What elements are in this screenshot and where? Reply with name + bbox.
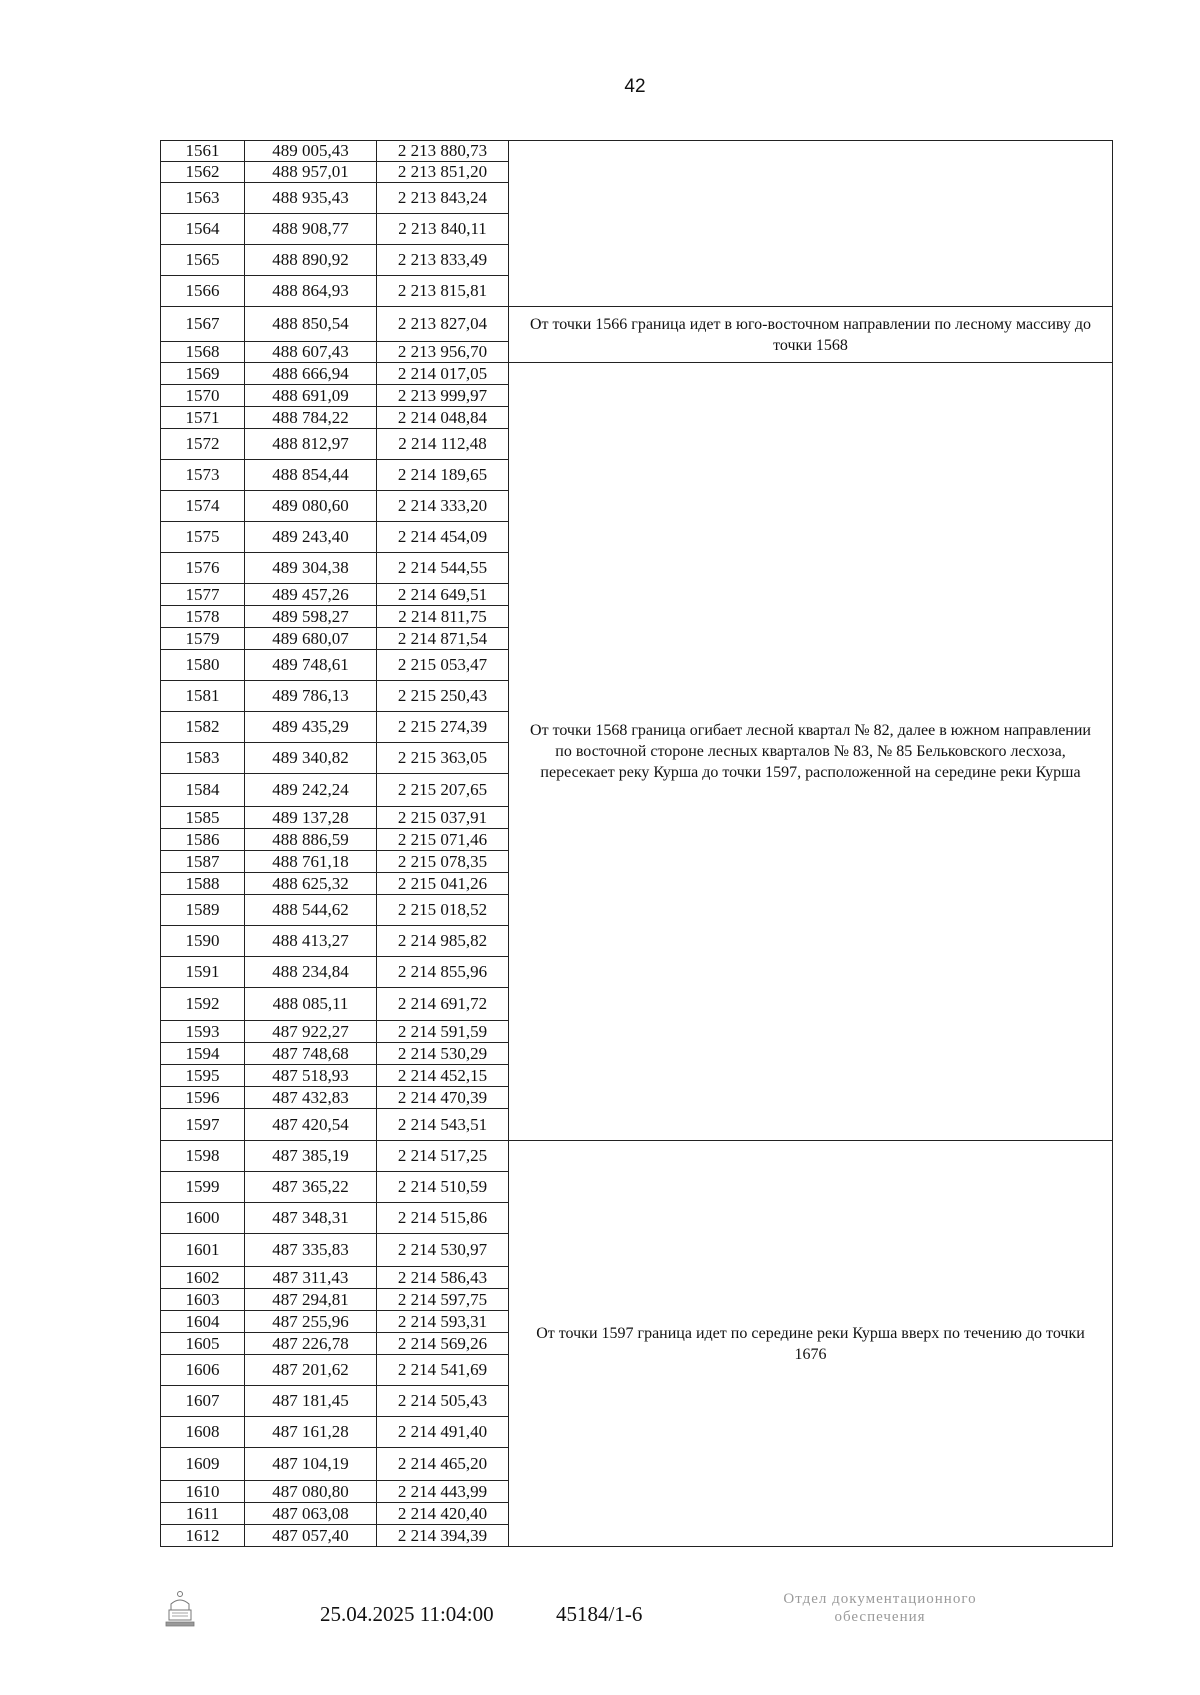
x-coordinate-cell: 488 935,43	[245, 183, 377, 214]
boundary-description-cell: От точки 1568 граница огибает лесной квартал № 82, далее в южном направлении по восточной стороне лесных кварталов № 83, № 85 Бельковского лесхоза, пересекает реку Курша до точки 1597, расположенной на середине реки Курша	[509, 363, 1113, 1141]
y-coordinate-cell: 2 214 543,51	[377, 1109, 509, 1141]
point-number-cell: 1611	[161, 1503, 245, 1525]
point-number-cell: 1590	[161, 926, 245, 957]
y-coordinate-cell: 2 215 363,05	[377, 743, 509, 774]
y-coordinate-cell: 2 215 207,65	[377, 774, 509, 807]
y-coordinate-cell: 2 214 691,72	[377, 988, 509, 1021]
y-coordinate-cell: 2 214 855,96	[377, 957, 509, 988]
x-coordinate-cell: 487 385,19	[245, 1141, 377, 1172]
point-number-cell: 1605	[161, 1333, 245, 1355]
coordinates-table-body	[161, 141, 1113, 1547]
y-coordinate-cell: 2 214 591,59	[377, 1021, 509, 1043]
x-coordinate-cell: 487 518,93	[245, 1065, 377, 1087]
x-coordinate-cell: 489 304,38	[245, 553, 377, 584]
coordinates-table	[160, 140, 1113, 1547]
point-number-cell: 1563	[161, 183, 245, 214]
y-coordinate-cell: 2 214 048,84	[377, 407, 509, 429]
point-number-cell: 1575	[161, 522, 245, 553]
point-number-cell: 1576	[161, 553, 245, 584]
point-number-cell: 1583	[161, 743, 245, 774]
point-number-cell: 1574	[161, 491, 245, 522]
x-coordinate-cell: 487 057,40	[245, 1525, 377, 1547]
point-number-cell: 1588	[161, 873, 245, 895]
page-number: 42	[624, 76, 646, 97]
y-coordinate-cell: 2 215 037,91	[377, 807, 509, 829]
boundary-description-cell: От точки 1566 граница идет в юго-восточном направлении по лесному массиву до точки 1568	[509, 307, 1113, 363]
y-coordinate-cell: 2 213 851,20	[377, 162, 509, 183]
point-number-cell: 1587	[161, 851, 245, 873]
x-coordinate-cell: 488 957,01	[245, 162, 377, 183]
y-coordinate-cell: 2 214 530,29	[377, 1043, 509, 1065]
x-coordinate-cell: 488 691,09	[245, 385, 377, 407]
x-coordinate-cell: 489 242,24	[245, 774, 377, 807]
point-number-cell: 1596	[161, 1087, 245, 1109]
y-coordinate-cell: 2 215 250,43	[377, 681, 509, 712]
table-row	[161, 307, 1113, 342]
x-coordinate-cell: 489 243,40	[245, 522, 377, 553]
y-coordinate-cell: 2 213 815,81	[377, 276, 509, 307]
x-coordinate-cell: 487 161,28	[245, 1417, 377, 1448]
y-coordinate-cell: 2 214 394,39	[377, 1525, 509, 1547]
stamp-line-1: Отдел документационного	[783, 1591, 977, 1607]
point-number-cell: 1609	[161, 1448, 245, 1481]
x-coordinate-cell: 487 201,62	[245, 1355, 377, 1386]
y-coordinate-cell: 2 214 510,59	[377, 1172, 509, 1203]
x-coordinate-cell: 487 226,78	[245, 1333, 377, 1355]
y-coordinate-cell: 2 214 465,20	[377, 1448, 509, 1481]
x-coordinate-cell: 488 085,11	[245, 988, 377, 1021]
point-number-cell: 1601	[161, 1234, 245, 1267]
point-number-cell: 1592	[161, 988, 245, 1021]
x-coordinate-cell: 487 294,81	[245, 1289, 377, 1311]
y-coordinate-cell: 2 215 078,35	[377, 851, 509, 873]
x-coordinate-cell: 488 784,22	[245, 407, 377, 429]
footer-date: 25.04.2025 11:04:00	[320, 1602, 494, 1626]
y-coordinate-cell: 2 214 420,40	[377, 1503, 509, 1525]
x-coordinate-cell: 487 922,27	[245, 1021, 377, 1043]
point-number-cell: 1573	[161, 460, 245, 491]
y-coordinate-cell: 2 214 985,82	[377, 926, 509, 957]
x-coordinate-cell: 488 908,77	[245, 214, 377, 245]
y-coordinate-cell: 2 214 649,51	[377, 584, 509, 606]
y-coordinate-cell: 2 214 491,40	[377, 1417, 509, 1448]
point-number-cell: 1608	[161, 1417, 245, 1448]
y-coordinate-cell: 2 215 041,26	[377, 873, 509, 895]
y-coordinate-cell: 2 213 880,73	[377, 141, 509, 162]
x-coordinate-cell: 488 666,94	[245, 363, 377, 385]
y-coordinate-cell: 2 214 597,75	[377, 1289, 509, 1311]
point-number-cell: 1572	[161, 429, 245, 460]
x-coordinate-cell: 487 080,80	[245, 1481, 377, 1503]
point-number-cell: 1578	[161, 606, 245, 628]
x-coordinate-cell: 488 854,44	[245, 460, 377, 491]
x-coordinate-cell: 489 786,13	[245, 681, 377, 712]
x-coordinate-cell: 489 340,82	[245, 743, 377, 774]
point-number-cell: 1565	[161, 245, 245, 276]
point-number-cell: 1594	[161, 1043, 245, 1065]
x-coordinate-cell: 487 335,83	[245, 1234, 377, 1267]
y-coordinate-cell: 2 215 071,46	[377, 829, 509, 851]
x-coordinate-cell: 488 890,92	[245, 245, 377, 276]
y-coordinate-cell: 2 214 530,97	[377, 1234, 509, 1267]
y-coordinate-cell: 2 213 956,70	[377, 342, 509, 363]
x-coordinate-cell: 488 886,59	[245, 829, 377, 851]
x-coordinate-cell: 488 761,18	[245, 851, 377, 873]
y-coordinate-cell: 2 214 333,20	[377, 491, 509, 522]
point-number-cell: 1579	[161, 628, 245, 650]
point-number-cell: 1603	[161, 1289, 245, 1311]
y-coordinate-cell: 2 214 586,43	[377, 1267, 509, 1289]
page-footer	[0, 1590, 1200, 1670]
point-number-cell: 1604	[161, 1311, 245, 1333]
y-coordinate-cell: 2 215 053,47	[377, 650, 509, 681]
y-coordinate-cell: 2 214 505,43	[377, 1386, 509, 1417]
y-coordinate-cell: 2 214 443,99	[377, 1481, 509, 1503]
y-coordinate-cell: 2 214 017,05	[377, 363, 509, 385]
boundary-description-cell: От точки 1597 граница идет по середине реки Курша вверх по течению до точки 1676	[509, 1141, 1113, 1547]
point-number-cell: 1571	[161, 407, 245, 429]
y-coordinate-cell: 2 214 544,55	[377, 553, 509, 584]
point-number-cell: 1589	[161, 895, 245, 926]
y-coordinate-cell: 2 214 452,15	[377, 1065, 509, 1087]
point-number-cell: 1566	[161, 276, 245, 307]
point-number-cell: 1595	[161, 1065, 245, 1087]
x-coordinate-cell: 488 625,32	[245, 873, 377, 895]
point-number-cell: 1561	[161, 141, 245, 162]
stamp-line-2: обеспечения	[834, 1609, 926, 1625]
point-number-cell: 1586	[161, 829, 245, 851]
y-coordinate-cell: 2 213 827,04	[377, 307, 509, 342]
point-number-cell: 1581	[161, 681, 245, 712]
y-coordinate-cell: 2 214 811,75	[377, 606, 509, 628]
y-coordinate-cell: 2 214 593,31	[377, 1311, 509, 1333]
point-number-cell: 1600	[161, 1203, 245, 1234]
footer-document-code: 45184/1-6	[556, 1602, 643, 1626]
x-coordinate-cell: 489 748,61	[245, 650, 377, 681]
x-coordinate-cell: 487 420,54	[245, 1109, 377, 1141]
x-coordinate-cell: 487 181,45	[245, 1386, 377, 1417]
x-coordinate-cell: 488 607,43	[245, 342, 377, 363]
department-stamp	[700, 1590, 1060, 1626]
x-coordinate-cell: 487 432,83	[245, 1087, 377, 1109]
point-number-cell: 1606	[161, 1355, 245, 1386]
point-number-cell: 1591	[161, 957, 245, 988]
y-coordinate-cell: 2 215 018,52	[377, 895, 509, 926]
boundary-description-cell	[509, 141, 1113, 307]
x-coordinate-cell: 487 748,68	[245, 1043, 377, 1065]
x-coordinate-cell: 488 234,84	[245, 957, 377, 988]
point-number-cell: 1584	[161, 774, 245, 807]
y-coordinate-cell: 2 213 843,24	[377, 183, 509, 214]
point-number-cell: 1568	[161, 342, 245, 363]
x-coordinate-cell: 489 137,28	[245, 807, 377, 829]
point-number-cell: 1602	[161, 1267, 245, 1289]
y-coordinate-cell: 2 214 515,86	[377, 1203, 509, 1234]
point-number-cell: 1562	[161, 162, 245, 183]
x-coordinate-cell: 488 864,93	[245, 276, 377, 307]
point-number-cell: 1570	[161, 385, 245, 407]
point-number-cell: 1577	[161, 584, 245, 606]
point-number-cell: 1585	[161, 807, 245, 829]
point-number-cell: 1612	[161, 1525, 245, 1547]
x-coordinate-cell: 489 598,27	[245, 606, 377, 628]
point-number-cell: 1599	[161, 1172, 245, 1203]
point-number-cell: 1564	[161, 214, 245, 245]
x-coordinate-cell: 487 365,22	[245, 1172, 377, 1203]
table-row	[161, 363, 1113, 385]
x-coordinate-cell: 489 457,26	[245, 584, 377, 606]
y-coordinate-cell: 2 214 871,54	[377, 628, 509, 650]
x-coordinate-cell: 487 348,31	[245, 1203, 377, 1234]
x-coordinate-cell: 489 435,29	[245, 712, 377, 743]
y-coordinate-cell: 2 213 840,11	[377, 214, 509, 245]
table-row	[161, 1141, 1113, 1172]
x-coordinate-cell: 489 005,43	[245, 141, 377, 162]
y-coordinate-cell: 2 214 189,65	[377, 460, 509, 491]
x-coordinate-cell: 488 544,62	[245, 895, 377, 926]
x-coordinate-cell: 488 812,97	[245, 429, 377, 460]
y-coordinate-cell: 2 215 274,39	[377, 712, 509, 743]
y-coordinate-cell: 2 214 470,39	[377, 1087, 509, 1109]
point-number-cell: 1597	[161, 1109, 245, 1141]
x-coordinate-cell: 489 680,07	[245, 628, 377, 650]
x-coordinate-cell: 487 311,43	[245, 1267, 377, 1289]
coat-of-arms-icon	[163, 1590, 197, 1630]
x-coordinate-cell: 487 255,96	[245, 1311, 377, 1333]
y-coordinate-cell: 2 214 569,26	[377, 1333, 509, 1355]
x-coordinate-cell: 487 104,19	[245, 1448, 377, 1481]
y-coordinate-cell: 2 214 517,25	[377, 1141, 509, 1172]
y-coordinate-cell: 2 214 541,69	[377, 1355, 509, 1386]
x-coordinate-cell: 488 850,54	[245, 307, 377, 342]
x-coordinate-cell: 488 413,27	[245, 926, 377, 957]
point-number-cell: 1607	[161, 1386, 245, 1417]
y-coordinate-cell: 2 214 454,09	[377, 522, 509, 553]
point-number-cell: 1567	[161, 307, 245, 342]
point-number-cell: 1582	[161, 712, 245, 743]
x-coordinate-cell: 489 080,60	[245, 491, 377, 522]
table-row	[161, 141, 1113, 162]
y-coordinate-cell: 2 214 112,48	[377, 429, 509, 460]
point-number-cell: 1593	[161, 1021, 245, 1043]
y-coordinate-cell: 2 213 999,97	[377, 385, 509, 407]
x-coordinate-cell: 487 063,08	[245, 1503, 377, 1525]
point-number-cell: 1610	[161, 1481, 245, 1503]
point-number-cell: 1598	[161, 1141, 245, 1172]
point-number-cell: 1580	[161, 650, 245, 681]
y-coordinate-cell: 2 213 833,49	[377, 245, 509, 276]
point-number-cell: 1569	[161, 363, 245, 385]
